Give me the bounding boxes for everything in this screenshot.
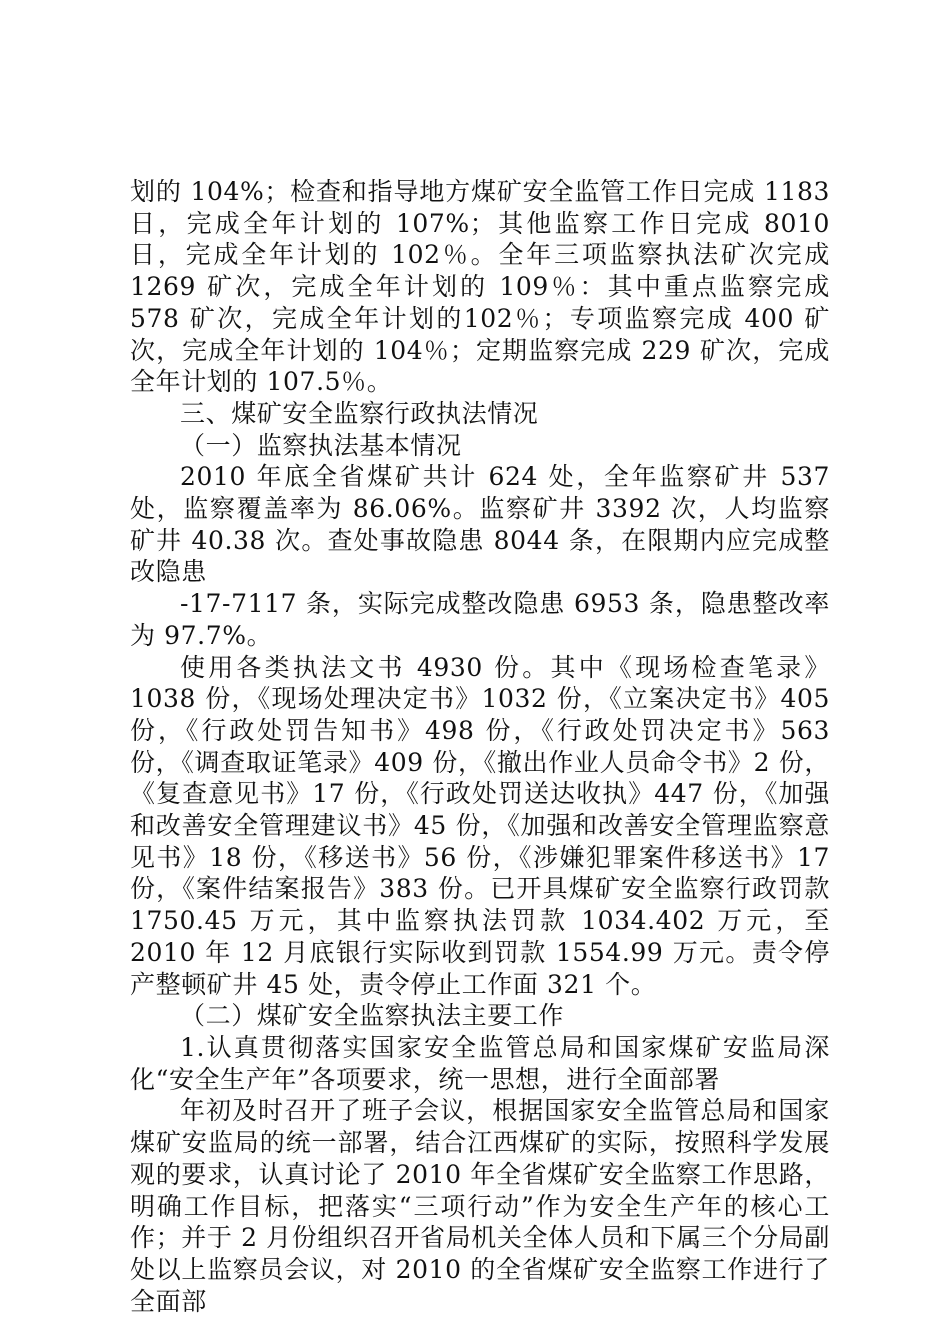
subsection-heading-1: （一）监察执法基本情况 — [180, 430, 462, 460]
paragraph-rectification-rate: -17-7117 条，实际完成整改隐患 6953 条，隐患整改率为 97.7%。 — [130, 589, 830, 650]
paragraph-deployment: 年初及时召开了班子会议，根据国家安全监管总局和国家煤矿安监局的统一部署，结合江西煤矿的实际，按照科学发展观的要求，认真讨论了 2010 年全省煤矿安全监察工作思路，明确工作目标，把落实“三项行动”作为安全生产年的核心工作；并于 2 月份组织召开省局机关全体人员和下属三个分局副处以上监察员会议，对 2010 的全省煤矿安全监察工作进行了全面部 — [130, 1096, 830, 1316]
paragraph-inspection-coverage: 2010 年底全省煤矿共计 624 处，全年监察矿井 537 处，监察覆盖率为 86.06%。监察矿井 3392 次，人均监察矿井 40.38 次。查处事故隐患 8044 条，在限期内应完成整改隐患 — [130, 462, 830, 587]
paragraph-item-1-title: 1.认真贯彻落实国家安全监管总局和国家煤矿安监局深化“安全生产年”各项要求，统一思想，进行全面部署 — [130, 1032, 830, 1094]
subsection-heading-2: （二）煤矿安全监察执法主要工作 — [180, 1001, 565, 1031]
paragraph-work-days: 划的 104%；检查和指导地方煤矿安全监管工作日完成 1183 日，完成全年计划的 107%；其他监察工作日完成 8010 日，完成全年计划的 102％。全年三项监察执法矿次完成 1269 矿次，完成全年计划的 109％：其中重点监察完成 578 矿次，完成全年计划的102％；专项监察完成 400 矿次，完成全年计划的 104％；定期监察完成 229 矿次，完成全年计划的 107.5％。 — [130, 177, 830, 397]
section-heading-3: 三、煤矿安全监察行政执法情况 — [180, 398, 539, 428]
document-page — [130, 176, 830, 1317]
paragraph-enforcement-documents: 使用各类执法文书 4930 份。其中《现场检查笔录》1038 份，《现场处理决定书》1032 份，《立案决定书》405 份，《行政处罚告知书》498 份，《行政处罚决定书》563 份，《调查取证笔录》409 份，《撤出作业人员命令书》2 份，《复查意见书》17 份，《行政处罚送达收执》447 份，《加强和改善安全管理建议书》45 份，《加强和改善安全管理监察意见书》18 份，《移送书》56 份，《涉嫌犯罪案件移送书》17 份，《案件结案报告》383 份。已开具煤矿安全监察行政罚款 1750.45 万元，其中监察执法罚款 1034.402 万元，至 2010 年 12 月底银行实际收到罚款 1554.99 万元。责令停产整顿矿井 45 处，责令停止工作面 321 个。 — [130, 652, 830, 999]
